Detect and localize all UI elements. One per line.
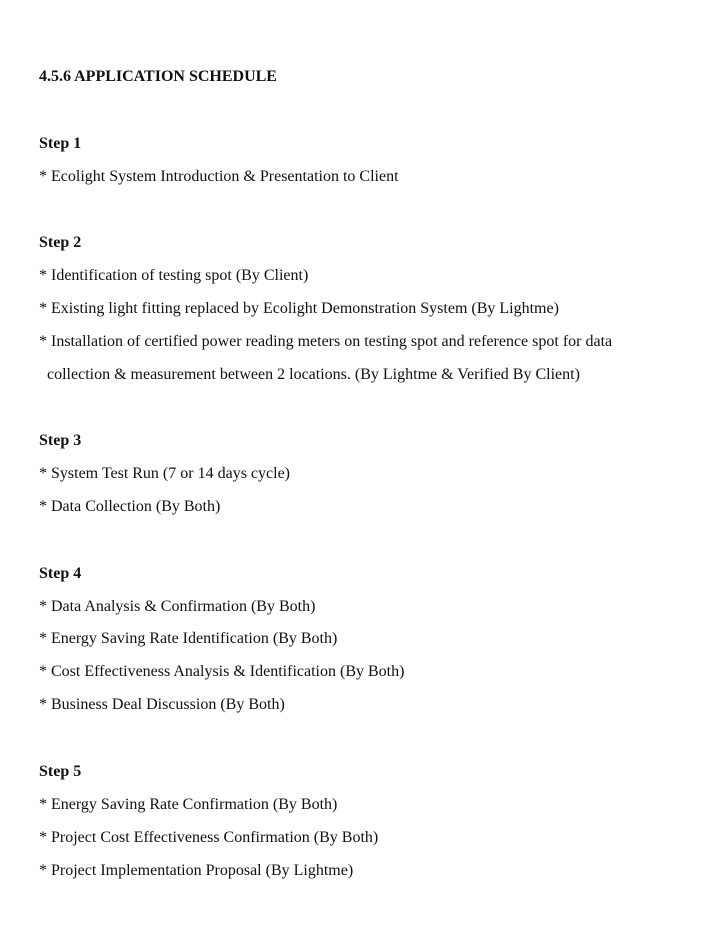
step-5-heading: Step 5 bbox=[39, 763, 82, 780]
step-5-item-1: * Energy Saving Rate Confirmation (By Both) bbox=[39, 796, 338, 813]
section-title: 4.5.6 APPLICATION SCHEDULE bbox=[39, 68, 277, 85]
step-3-heading: Step 3 bbox=[39, 432, 82, 449]
step-3-item-1: * System Test Run (7 or 14 days cycle) bbox=[39, 465, 290, 482]
step-5-item-3: * Project Implementation Proposal (By Lightme) bbox=[39, 862, 354, 879]
step-2-item-3-continuation: collection & measurement between 2 locations. (By Lightme & Verified By Client) bbox=[47, 366, 580, 383]
step-1-heading: Step 1 bbox=[39, 135, 82, 152]
step-2-item-3: * Installation of certified power reading meters on testing spot and reference spot for data bbox=[39, 333, 613, 350]
step-2-item-1: * Identification of testing spot (By Client) bbox=[39, 267, 309, 284]
step-3-item-2: * Data Collection (By Both) bbox=[39, 498, 221, 515]
step-2-heading: Step 2 bbox=[39, 234, 82, 251]
step-1-item-1: * Ecolight System Introduction & Presentation to Client bbox=[39, 168, 399, 185]
step-2-item-2: * Existing light fitting replaced by Ecolight Demonstration System (By Lightme) bbox=[39, 300, 559, 317]
step-5-item-2: * Project Cost Effectiveness Confirmation (By Both) bbox=[39, 829, 379, 846]
step-4-heading: Step 4 bbox=[39, 565, 82, 582]
step-4-item-4: * Business Deal Discussion (By Both) bbox=[39, 696, 285, 713]
step-4-item-1: * Data Analysis & Confirmation (By Both) bbox=[39, 598, 316, 615]
step-4-item-2: * Energy Saving Rate Identification (By Both) bbox=[39, 630, 338, 647]
step-4-item-3: * Cost Effectiveness Analysis & Identification (By Both) bbox=[39, 663, 405, 680]
